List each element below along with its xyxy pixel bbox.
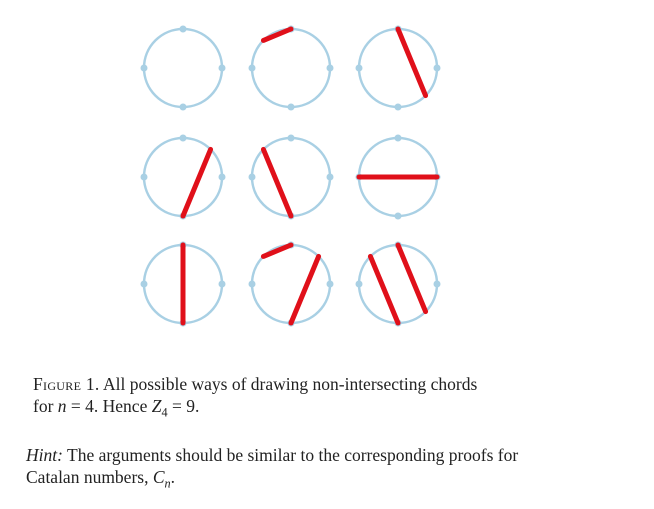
chord-diagram-5 <box>249 135 334 220</box>
point-right <box>219 281 226 288</box>
chord-diagram-7 <box>141 242 226 327</box>
point-left <box>141 174 148 181</box>
figure-label: Figure 1. <box>33 374 100 394</box>
chord-2 <box>370 256 398 323</box>
c-subscript: n <box>164 476 171 491</box>
point-bottom <box>180 104 187 111</box>
point-left <box>249 174 256 181</box>
chord-2 <box>291 256 319 323</box>
chord-diagram-3 <box>356 26 441 111</box>
point-bottom <box>395 213 402 220</box>
chord-1 <box>398 29 426 96</box>
chord-diagram-9 <box>356 242 441 327</box>
point-right <box>219 174 226 181</box>
caption-equation: = 4. Hence <box>66 396 152 416</box>
n-variable: n <box>57 396 67 416</box>
hint-paragraph <box>26 444 646 495</box>
point-left <box>356 281 363 288</box>
point-right <box>327 174 334 181</box>
hint-line2: Catalan numbers, <box>26 467 153 487</box>
point-top <box>395 135 402 142</box>
circle <box>144 29 222 107</box>
point-top <box>180 26 187 33</box>
caption-text: All possible ways of drawing non-intersecting chords <box>99 374 478 394</box>
hint-end: . <box>170 467 176 487</box>
c-variable: C <box>152 467 165 487</box>
caption-line2-prefix: for <box>33 396 58 416</box>
point-bottom <box>288 104 295 111</box>
chord-diagram-1 <box>141 26 226 111</box>
figure-caption <box>33 373 633 424</box>
point-top <box>180 135 187 142</box>
chord-1 <box>183 149 211 216</box>
point-right <box>434 65 441 72</box>
point-left <box>141 65 148 72</box>
point-left <box>356 65 363 72</box>
z-subscript: 4 <box>161 405 168 420</box>
chord-1 <box>263 149 291 216</box>
caption-result: = 9. <box>167 396 200 416</box>
point-left <box>249 65 256 72</box>
point-bottom <box>395 104 402 111</box>
chord-diagram-8 <box>249 242 334 327</box>
point-left <box>141 281 148 288</box>
point-right <box>327 281 334 288</box>
chord-diagram-4 <box>141 135 226 220</box>
chord-diagram-2 <box>249 26 334 111</box>
z-variable: Z <box>151 396 162 416</box>
point-left <box>249 281 256 288</box>
point-right <box>219 65 226 72</box>
chord-diagram-6 <box>356 135 441 220</box>
hint-label: Hint: <box>26 445 63 465</box>
point-right <box>327 65 334 72</box>
chord-1 <box>398 245 426 312</box>
point-right <box>434 281 441 288</box>
point-top <box>288 135 295 142</box>
hint-text: The arguments should be similar to the corresponding proofs for <box>62 445 519 465</box>
